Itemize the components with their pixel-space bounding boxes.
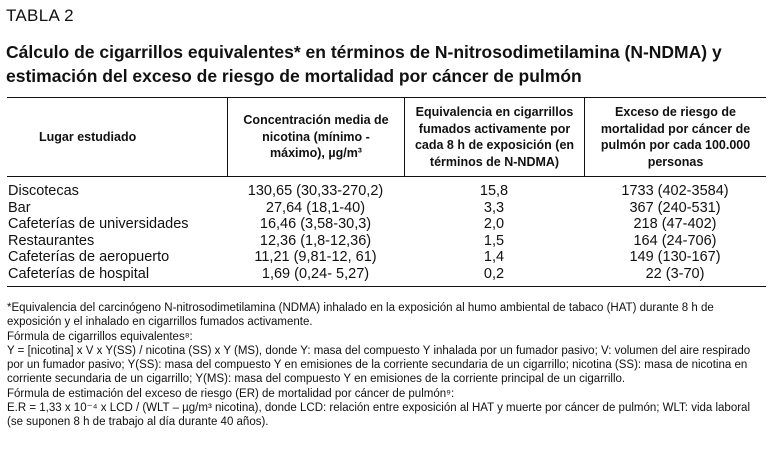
cell-lugar: Restaurantes bbox=[8, 232, 95, 249]
cell-lugar: Cafeterías de aeropuerto bbox=[8, 249, 170, 266]
header-exceso-riesgo: Exceso de riesgo de mortalidad por cáncer de pulmón por cada 100.000 personas bbox=[584, 98, 766, 176]
footnote-ndma: *Equivalencia del carcinógeno N-nitrosodimetilamina (NDMA) inhalado en la exposición al humo ambiental de tabaco (HAT) durante 8 h de exposición y el inhalado en cigarrillos fumados activamente. bbox=[7, 302, 714, 329]
cell-concentracion: 11,21 (9,81-12, 61) bbox=[254, 249, 377, 266]
cell-exceso-riesgo: 1733 (402-3584) bbox=[621, 183, 729, 199]
cell-exceso-riesgo: 164 (24-706) bbox=[633, 232, 717, 249]
table-row bbox=[7, 266, 766, 283]
table-label: TABLA 2 bbox=[6, 6, 74, 25]
table-title: Cálculo de cigarrillos equivalentes* en términos de N-nitrosodimetilamina (N-NDMA) y estimación del exceso de riesgo de mortalidad por cáncer de pulmón bbox=[6, 42, 722, 86]
table-footnotes bbox=[7, 301, 765, 430]
cell-concentracion: 1,69 (0,24- 5,27) bbox=[261, 265, 370, 282]
footnote-formula-riesgo: E.R = 1,33 x 10⁻⁴ x LCD / (WLT – µg/m³ nicotina), donde LCD: relación entre exposición al HAT y muerte por cáncer de pulmón; WLT: vida laboral (se suponen 8 h de trabajo al día durante 40 años). bbox=[7, 402, 751, 429]
cell-equivalencia: 15,8 bbox=[479, 183, 509, 199]
cell-exceso-riesgo: 22 (3-70) bbox=[645, 265, 705, 282]
table-row bbox=[7, 183, 766, 200]
cell-equivalencia: 1,4 bbox=[483, 249, 505, 266]
table-row bbox=[7, 216, 766, 233]
cell-exceso-riesgo: 149 (130-167) bbox=[629, 249, 721, 266]
cell-lugar: Cafeterías de hospital bbox=[8, 265, 150, 282]
table-row bbox=[7, 200, 766, 217]
table-header-row bbox=[7, 98, 766, 177]
cell-concentracion: 130,65 (30,33-270,2) bbox=[247, 183, 384, 199]
cell-equivalencia: 2,0 bbox=[483, 216, 505, 233]
table-row bbox=[7, 233, 766, 250]
header-lugar: Lugar estudiado bbox=[39, 129, 137, 144]
table-row bbox=[7, 249, 766, 266]
footnote-formula-heading: Fórmula de cigarrillos equivalentes⁸: bbox=[7, 330, 193, 343]
header-equivalencia: Equivalencia en cigarrillos fumados activamente por cada 8 h de exposición (en términos de N-NDMA) bbox=[404, 98, 584, 176]
cell-equivalencia: 1,5 bbox=[483, 232, 505, 249]
footnote-formula-cigarrillos: Y = [nicotina] x V x Y(SS) / nicotina (SS) x Y (MS), donde Y: masa del compuesto Y inhalada por un fumador pasivo; V: volumen del aire respirado por un fumador pasivo; Y(SS): masa del compuesto Y en emisiones de la corriente secundaria de un cigarrillo; nicotina (SS): masa de nicotina en corriente secundaria de un cigarrillo; Y(MS): masa del compuesto Y en emisiones de la corriente principal de un cigarrillo. bbox=[7, 344, 751, 386]
data-table bbox=[7, 97, 766, 287]
cell-concentracion: 27,64 (18,1-40) bbox=[265, 199, 366, 216]
cell-equivalencia: 0,2 bbox=[483, 265, 505, 282]
cell-lugar: Bar bbox=[8, 199, 31, 216]
footnote-riesgo-heading: Fórmula de estimación del exceso de riesgo (ER) de mortalidad por cáncer de pulmón⁹: bbox=[7, 387, 455, 400]
cell-lugar: Cafeterías de universidades bbox=[8, 216, 189, 233]
cell-equivalencia: 3,3 bbox=[483, 199, 505, 216]
cell-concentracion: 16,46 (3,58-30,3) bbox=[259, 216, 372, 233]
cell-concentracion: 12,36 (1,8-12,36) bbox=[259, 232, 372, 249]
table-body bbox=[7, 177, 766, 286]
cell-exceso-riesgo: 367 (240-531) bbox=[629, 199, 721, 216]
cell-exceso-riesgo: 218 (47-402) bbox=[633, 216, 717, 233]
cell-lugar: Discotecas bbox=[8, 183, 79, 199]
header-concentracion: Concentración media de nicotina (mínimo - máximo), µg/m³ bbox=[227, 98, 404, 176]
